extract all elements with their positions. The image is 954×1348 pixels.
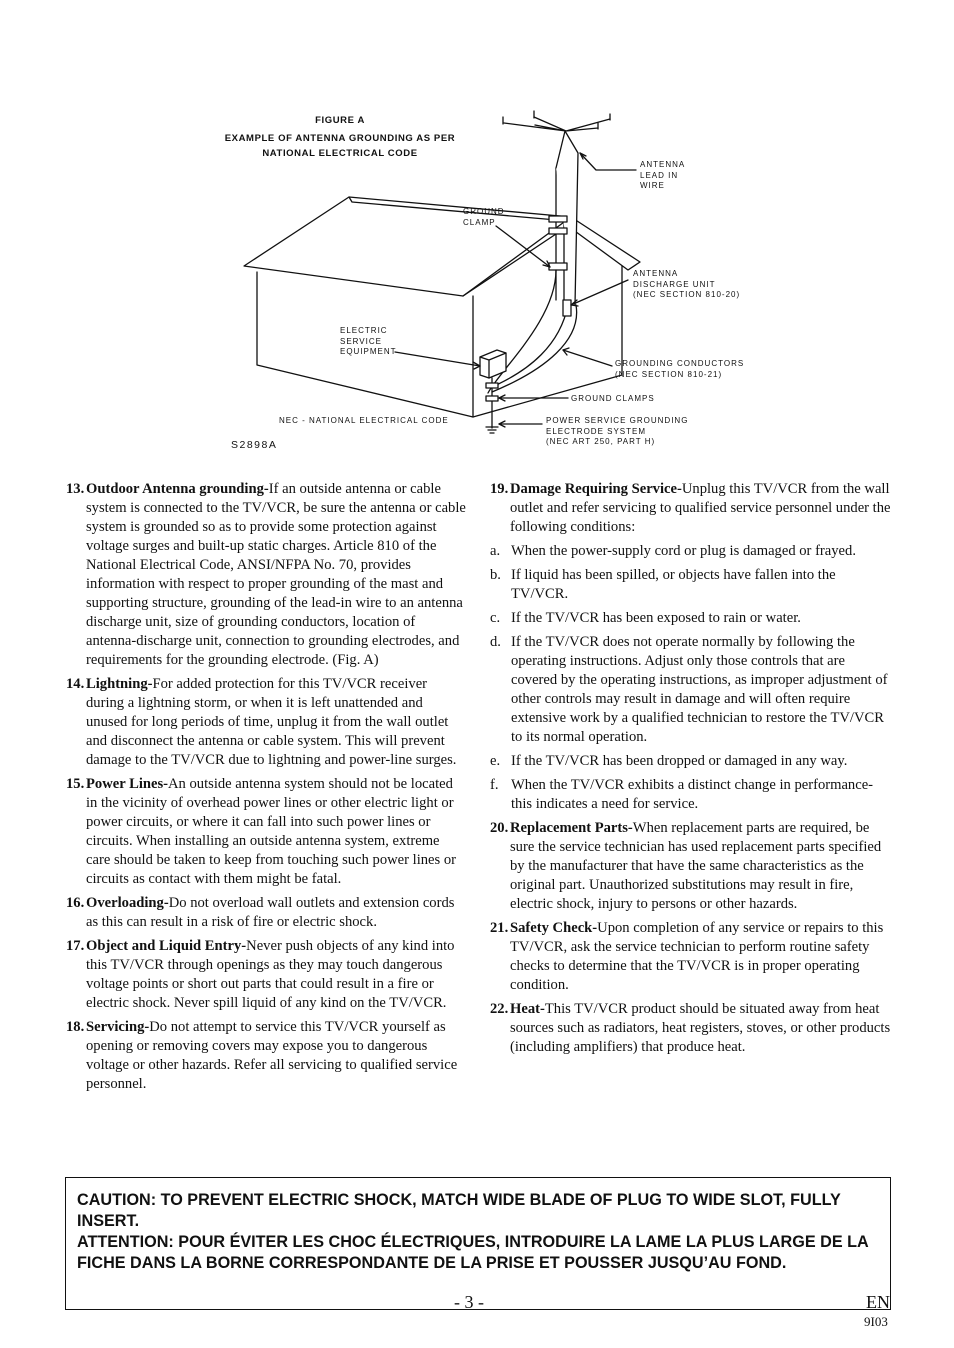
sub-item: f. When the TV/VCR exhibits a distinct change in performance-this indicates a need for service.: [490, 777, 874, 812]
list-item: 16. Overloading-Do not overload wall outlets and extension cords as this can result in a risk of fire or electric shock.: [66, 895, 455, 930]
sub-item: e. If the TV/VCR has been dropped or damaged in any way.: [490, 753, 848, 769]
ground-clamp: [486, 396, 498, 401]
grounding-conductor: [492, 305, 568, 387]
label-power-service: POWER SERVICE GROUNDING ELECTRODE SYSTEM (NEC ART 250, PART H): [546, 416, 689, 446]
figure-title: FIGURE A: [315, 115, 365, 126]
list-item: 20. Replacement Parts-When replacement parts are required, be sure the service technician has used replacement parts specified by the manufacturer that have the same characteristics as the original part. Unauthorized substitutions may result in fire, electric shock, injury to persons or other hazards.: [490, 820, 882, 912]
list-item: 17. Object and Liquid Entry-Never push objects of any kind into this TV/VCR through openings as they may touch dangerous voltage points or short out parts that could result in a fire or electric shock. Never spill liquid of any kind on the TV/VCR.: [66, 938, 455, 1011]
sub-item: c. If the TV/VCR has been exposed to rain or water.: [490, 610, 801, 626]
antenna-elements: [504, 117, 610, 131]
figure-subtitle: EXAMPLE OF ANTENNA GROUNDING AS PER: [224, 133, 456, 144]
mast-clamp: [549, 216, 567, 222]
sub-item: a. When the power-supply cord or plug is damaged or frayed.: [490, 543, 856, 559]
list-item: 19. Damage Requiring Service-Unplug this TV/VCR from the wall outlet and refer servicing to qualified service personnel under the following conditions:: [490, 481, 891, 535]
caution-box: [65, 1177, 891, 1310]
antenna-discharge-unit: [563, 300, 571, 316]
list-item: 22. Heat-This TV/VCR product should be situated away from heat sources such as radiators, heat registers, stoves, or other products (including amplifiers) that produce heat.: [490, 1001, 891, 1055]
list-item: 21. Safety Check-Upon completion of any service or repairs to this TV/VCR, ask the service technician to perform routine safety checks to determine that the TV/VCR is in proper operating condition.: [490, 920, 884, 993]
house-side-wall: [473, 252, 622, 417]
leader-electric-service: [395, 352, 480, 366]
sub-item: b. If liquid has been spilled, or objects have fallen into the TV/VCR.: [490, 567, 836, 602]
page-number: - 3 -: [454, 1292, 484, 1312]
figure-subtitle: NATIONAL ELECTRICAL CODE: [262, 148, 418, 159]
mast-clamp: [549, 228, 567, 234]
caution-french: ATTENTION: POUR ÉVITER LES CHOC ÉLECTRIQUES, INTRODUIRE LA LAME LA PLUS LARGE DE LA FICHE DANS LA BORNE CORRESPONDANTE DE LA PRISE ET POUSSER JUSQU’AU FOND.: [77, 1233, 869, 1272]
ground-clamp-mast: [549, 263, 567, 270]
list-item: 13. Outdoor Antenna grounding-If an outside antenna or cable system is connected to the TV/VCR, be sure the antenna or cable system is grounded so as to provide some protection against voltage surges and built-up static charges. Article 810 of the National Electrical Code, ANSI/NFPA No. 70, provides information with respect to proper grounding of the mast and supporting structure, grounding of the lead-in wire to an antenna discharge unit, size of grounding conductors, location of antenna-discharge unit, connection to grounding electrodes, and requirements for the grounding electrode. (Fig. A): [66, 481, 466, 668]
label-antenna-lead: ANTENNA LEAD IN WIRE: [640, 160, 686, 190]
figure-code: S2898A: [231, 439, 278, 451]
ground-clamp: [486, 383, 498, 388]
language-code: EN: [866, 1292, 890, 1312]
left-column: [66, 480, 466, 1099]
list-item: 15. Power Lines-An outside antenna system should not be located in the vicinity of overhead power lines or other electric light or power circuits, or where it can fall into such power lines or circuits. When installing an outside antenna system, extreme care should be taken to keep from touching such power lines or circuits as contact with them might be fatal.: [66, 776, 457, 887]
leader-grounding-conductors: [563, 350, 612, 366]
document-code: 9I03: [864, 1314, 888, 1329]
leader-antenna-lead: [580, 153, 636, 170]
caution-english: CAUTION: TO PREVENT ELECTRIC SHOCK, MATCH WIDE BLADE OF PLUG TO WIDE SLOT, FULLY INSERT.: [77, 1191, 841, 1230]
label-ground-clamps: GROUND CLAMPS: [571, 394, 655, 403]
label-electric-service: ELECTRIC SERVICE EQUIPMENT: [340, 326, 397, 356]
roof-side: [568, 217, 640, 270]
label-ground-clamp: GROUND CLAMP: [463, 207, 505, 227]
list-item: 14. Lightning-For added protection for this TV/VCR receiver during a lightning storm, or when it is left unattended and unused for long periods of time, unplug it from the wall outlet and disconnect the antenna or cable system. This will prevent damage to the TV/VCR due to lightning and power-line surges.: [66, 676, 457, 768]
list-item: 18. Servicing-Do not attempt to service this TV/VCR yourself as opening or removing covers may expose you to dangerous voltage or other hazards. Refer all servicing to qualified service personnel.: [66, 1019, 458, 1092]
leader-discharge-unit: [571, 280, 628, 305]
label-discharge-unit: ANTENNA DISCHARGE UNIT (NEC SECTION 810-20): [633, 269, 741, 299]
sub-item: d. If the TV/VCR does not operate normally by following the operating instructions. Adjust only those controls that are covered by the operating instructions, as improper adjustment of other controls may result in damage and will often require extensive work by a qualified technician to restore the TV/VCR to its normal operation.: [490, 634, 888, 745]
label-grounding-conductors: GROUNDING CONDUCTORS (NEC SECTION 810-21): [615, 359, 745, 379]
label-nec: NEC - NATIONAL ELECTRICAL CODE: [279, 416, 449, 425]
right-column: [490, 480, 892, 1062]
antenna-grounding-diagram: [0, 0, 954, 470]
figure-a: [0, 0, 954, 470]
